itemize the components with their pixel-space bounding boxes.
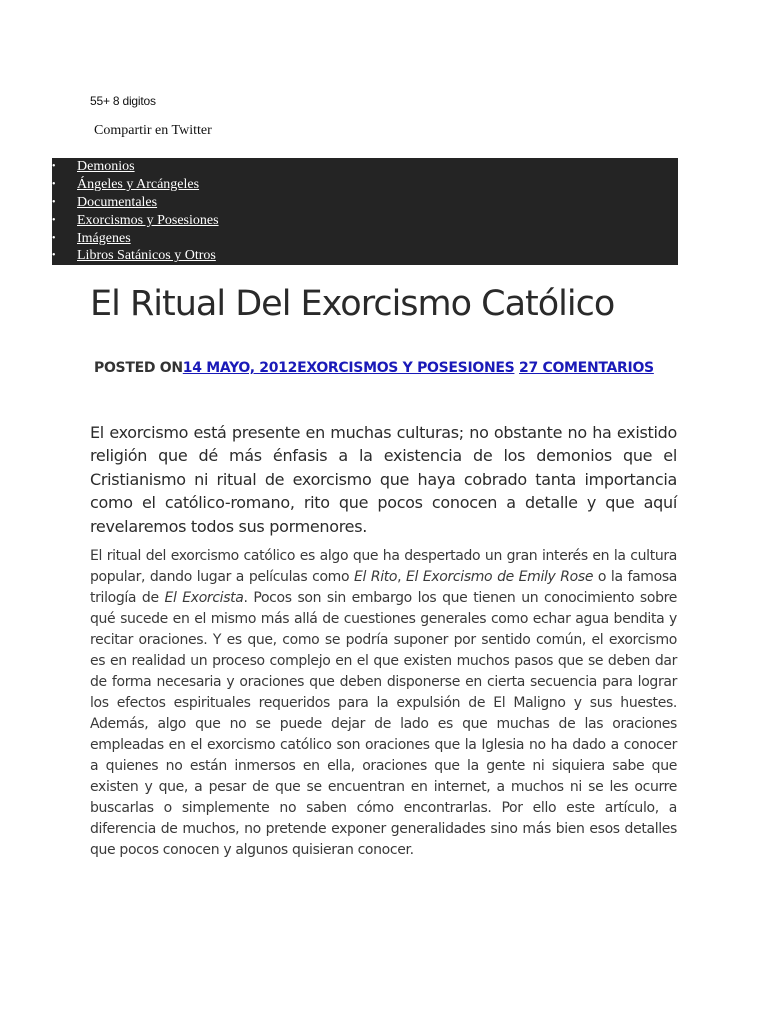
bullet-icon: • <box>52 214 56 226</box>
post-comments-link[interactable]: 27 COMENTARIOS <box>519 360 654 376</box>
post-date-link[interactable]: 14 MAYO, 2012 <box>182 360 298 376</box>
article-title: El Ritual Del Exorcismo Católico <box>90 284 615 324</box>
bullet-icon: • <box>52 196 56 208</box>
article-body-paragraph <box>90 546 677 861</box>
share-twitter-link[interactable]: Compartir en Twitter <box>94 123 212 138</box>
nav-item-demonios <box>52 158 678 176</box>
nav-item-exorcismos <box>52 212 678 230</box>
nav-link-angeles[interactable]: Ángeles y Arcángeles <box>77 176 200 192</box>
posted-on-label: POSTED ON <box>94 360 183 376</box>
phone-digits-label: 55+ 8 digitos <box>90 94 156 108</box>
category-nav <box>52 158 678 265</box>
category-nav-list <box>52 158 678 265</box>
bullet-icon: • <box>52 250 56 262</box>
nav-item-angeles <box>52 176 678 194</box>
body-text-part3: . Pocos son sin embargo los que tienen un conocimiento sobre qué sucede en el mismo más allá de cuestiones generales como echar agua bendita y recitar oraciones. Y es que, como se podría suponer por sentido común, el exorcismo es en realidad un proceso complejo en el que existen muchos pasos que se deben dar de forma necesaria y oraciones que deben disponerse en cierta secuencia para lograr los efectos espirituales requeridos para la expulsión de El Maligno y sus huestes. Además, algo que no se puede dejar de lado es que muchas de las oraciones empleadas en el exorcismo católico son oraciones que la Iglesia no ha dado a conocer a quienes no están inmersos en ella, oraciones que la gente ni siquiera sabe que existen y que, a pesar de que se encuentran en internet, a muchos ni se les ocurre buscarlas o simplemente no saben cómo encontrarlas. Por ello este artículo, a diferencia de muchos, no pretende exponer generalidades sino más bien esos detalles que pocos conocen y algunos quisieran conocer. <box>90 590 677 858</box>
post-category-link[interactable]: EXORCISMOS Y POSESIONES <box>297 360 515 376</box>
body-text-part1: El ritual del exorcismo católico es algo que ha despertado un gran interés en la cultura popular, dando lugar a películas como <box>90 548 677 585</box>
body-text-part2: o la famosa trilogía de <box>90 569 677 606</box>
post-meta <box>94 360 654 376</box>
bullet-icon: • <box>52 178 56 190</box>
nav-link-demonios[interactable]: Demonios <box>77 159 135 174</box>
nav-item-imagenes <box>52 230 678 248</box>
film-title-emily-rose: El Exorcismo de Emily Rose <box>406 569 594 585</box>
nav-item-documentales <box>52 194 678 212</box>
article-lead-paragraph: El exorcismo está presente en muchas culturas; no obstante no ha existido religión que dé más énfasis a la existencia de los demonios que el Cristianismo ni ritual de exorcismo que haya cobrado tanta importancia como el católico-romano, rito que pocos conocen a detalle y que aquí revelaremos todos sus pormenores. <box>90 423 677 536</box>
film-title-el-exorcista: El Exorcista <box>164 590 244 606</box>
nav-link-imagenes[interactable]: Imágenes <box>77 230 131 246</box>
bullet-icon: • <box>52 161 56 172</box>
nav-item-libros <box>52 247 678 265</box>
nav-link-exorcismos[interactable]: Exorcismos y Posesiones <box>77 212 219 228</box>
bullet-icon: • <box>52 232 56 244</box>
body-text-separator: , <box>397 569 407 585</box>
film-title-el-rito: El Rito <box>353 569 398 585</box>
nav-link-libros[interactable]: Libros Satánicos y Otros <box>77 248 216 264</box>
nav-link-documentales[interactable]: Documentales <box>77 194 158 210</box>
